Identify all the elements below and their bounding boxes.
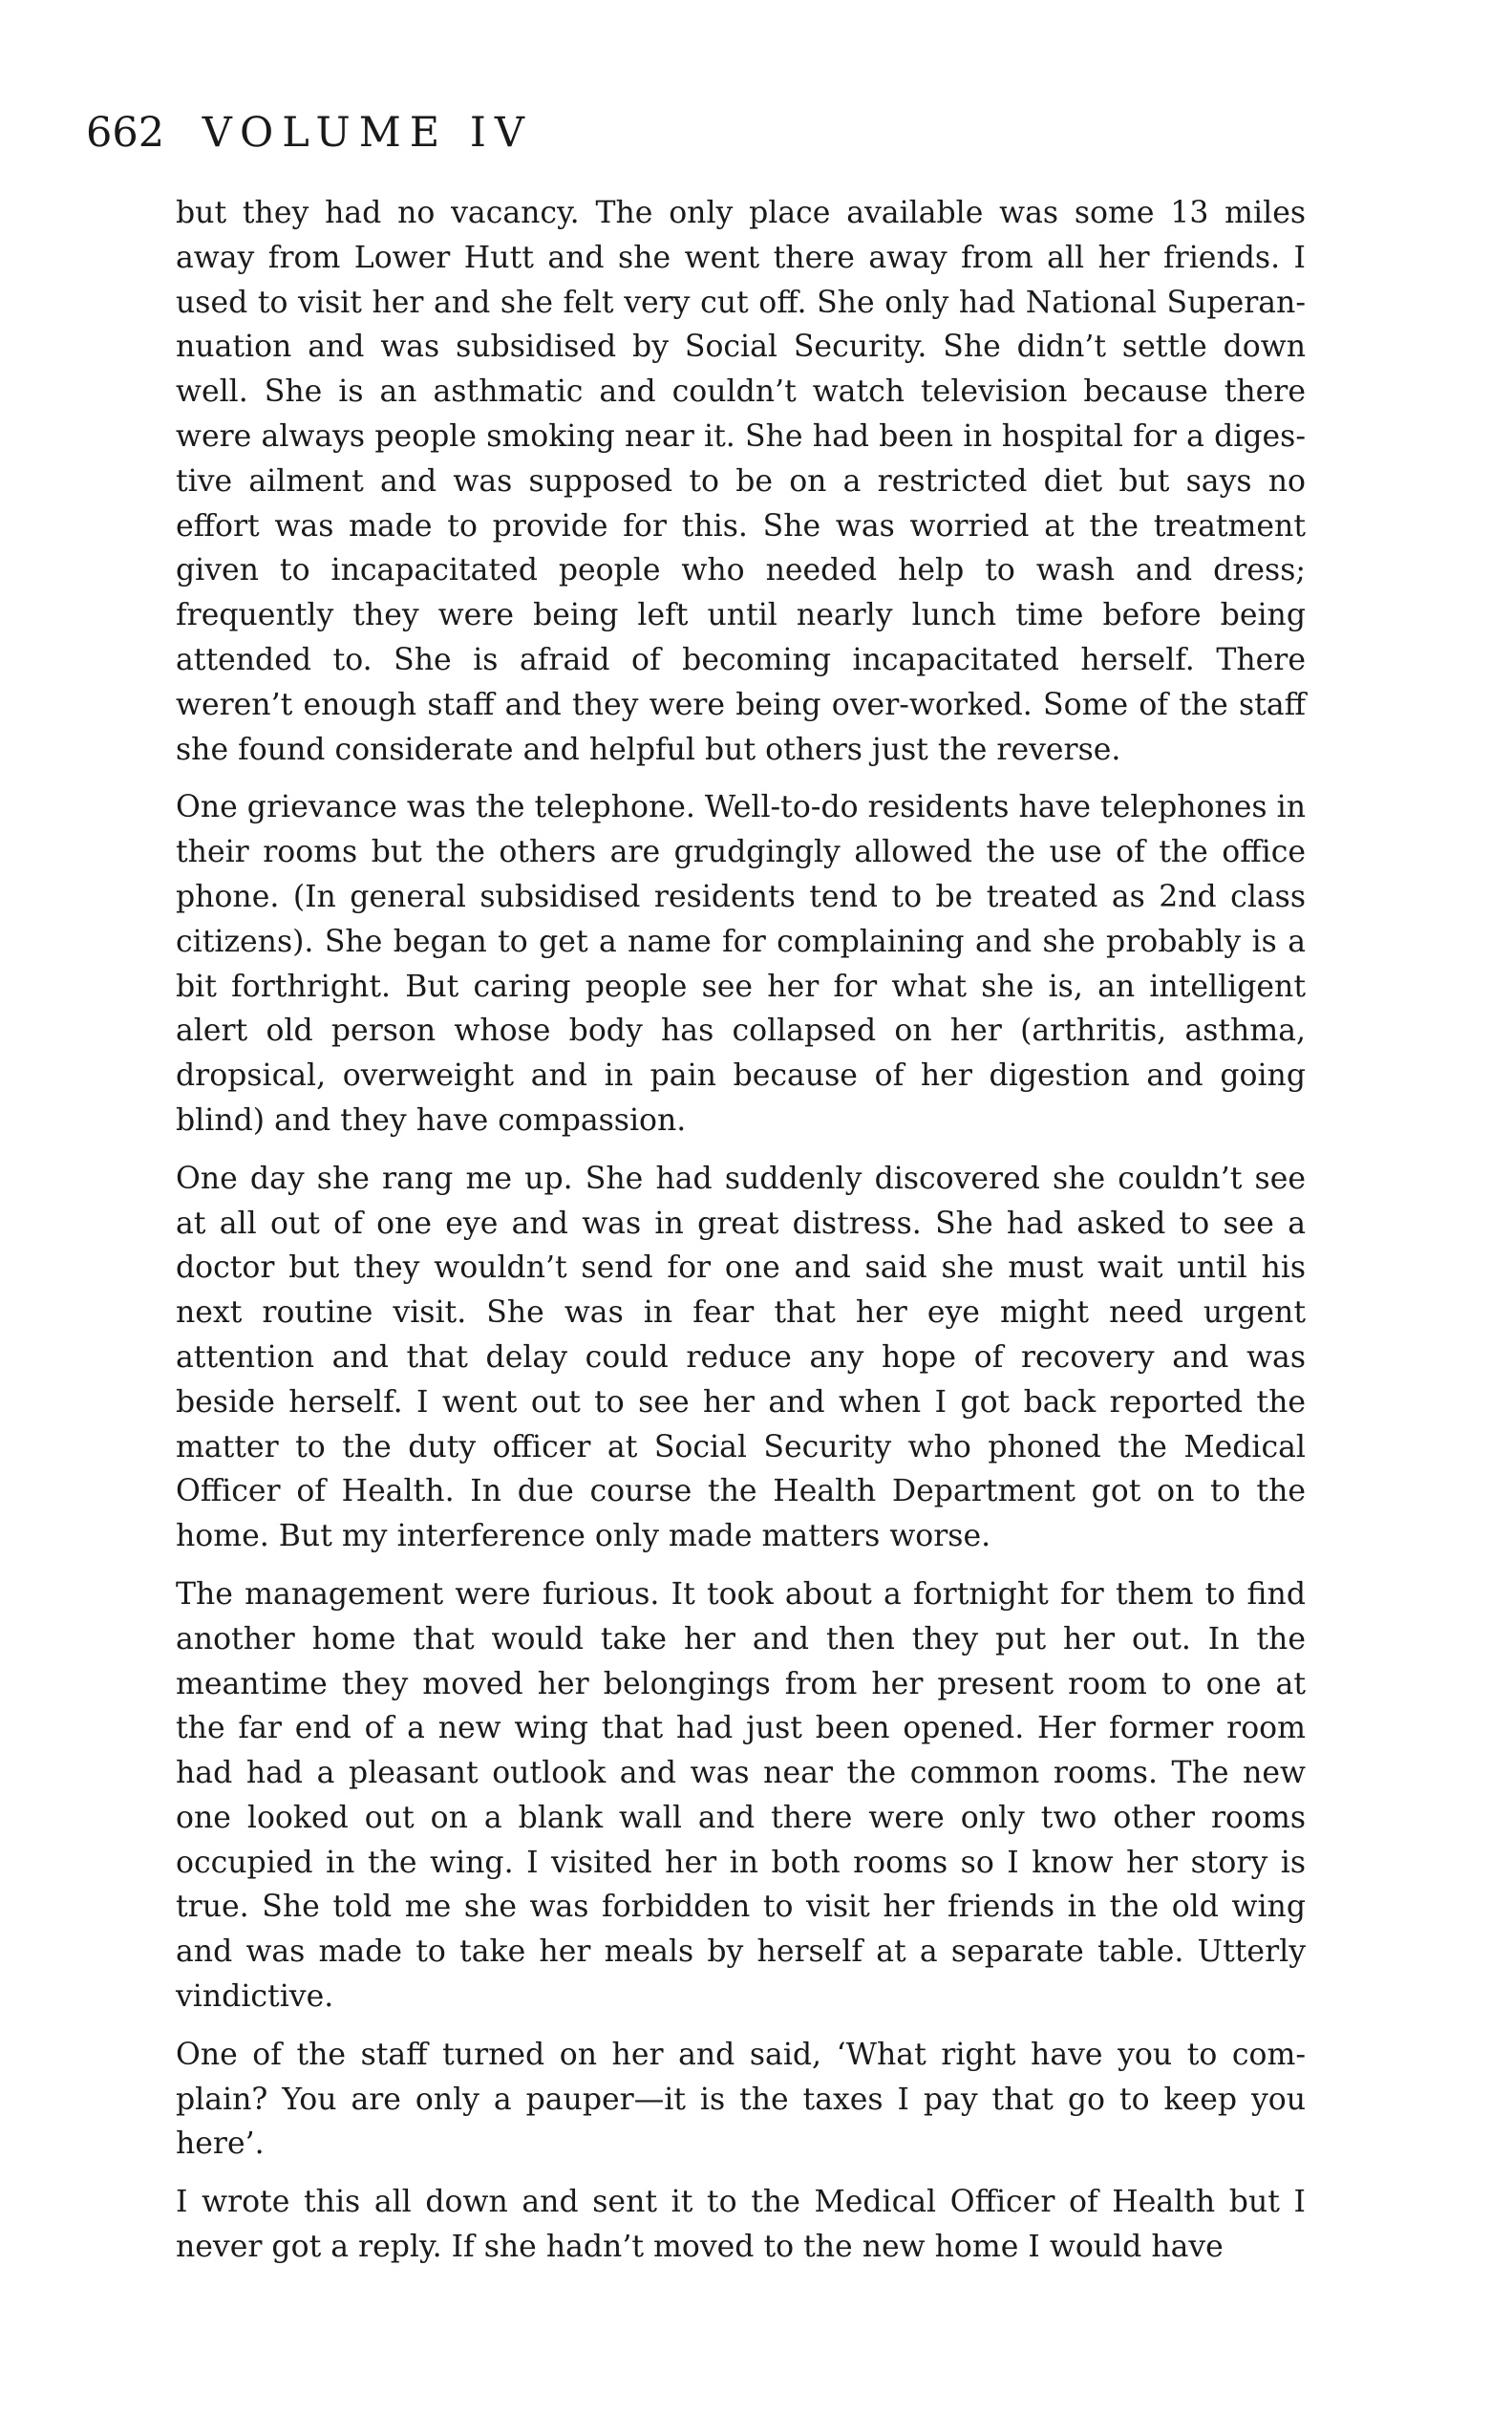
paragraph: One of the staff turned on her and said, ‘What right have you to complain? You are only a pauper—it is the taxes I pay that go to keep you here’. (176, 2037, 1306, 2162)
page-number: 662 (86, 109, 165, 157)
page-header (86, 109, 533, 157)
paragraph: The management were furious. It took about a fortnight for them to find another home that would take her and then they put her out. In the meantime they moved her belongings from her present room to one at the far end of a new wing that had just been opened. Her former room had had a pleasant outlook and was near the common rooms. The new one looked out on a blank wall and there were only two other rooms occupied in the wing. I visited her in both rooms so I know her story is true. She told me she was forbidden to visit her friends in the old wing and was made to take her meals by herself at a separate table. Utterly vindictive. (176, 1576, 1306, 2015)
paragraph: One day she rang me up. She had suddenly discovered she couldn’t see at all out of one eye and was in great distress. She had asked to see a doctor but they wouldn’t send for one and said she must wait until his next routine visit. She was in fear that her eye might need urgent attention and that delay could reduce any hope of recovery and was beside herself. I went out to see her and when I got back reported the matter to the duty officer at Social Security who phoned the Medical Officer of Health. In due course the Health Department got on to the home. But my interference only made matters worse. (176, 1161, 1306, 1554)
paragraph: I wrote this all down and sent it to the Medical Officer of Health but I never got a reply. If she hadn’t moved to the new home I would have (176, 2185, 1306, 2265)
paragraph: One grievance was the telephone. Well-to-do residents have telephones in their rooms but the others are grudgingly allowed the use of the office phone. (In general subsidised residents tend to be treated as 2nd class citizens). She began to get a name for complaining and she probably is a bit forthright. But caring people see her for what she is, an intelligent alert old person whose body has collapsed on her (arthritis, asthma, dropsical, overweight and in pain because of her digestion and going blind) and they have compassion. (176, 790, 1306, 1138)
running-head: VOLUME IV (202, 109, 533, 157)
paragraph: but they had no vacancy. The only place available was some 13 miles away from Lower Hutt and she went there away from all her friends. I used to visit her and she felt very cut off. She only had National Superannuation and was subsidised by Social Security. She didn’t settle down well. She is an asthmatic and couldn’t watch television because there were always people smoking near it. She had been in hospital for a digestive ailment and was supposed to be on a restricted diet but says no effort was made to provide for this. She was worried at the treatment given to incapacitated people who needed help to wash and dress; frequently they were being left until nearly lunch time before being attended to. She is afraid of becoming incapacitated herself. There weren’t enough staff and they were being over-worked. Some of the staff she found considerate and helpful but others just the reverse. (176, 196, 1306, 767)
body-text (176, 191, 1306, 2283)
